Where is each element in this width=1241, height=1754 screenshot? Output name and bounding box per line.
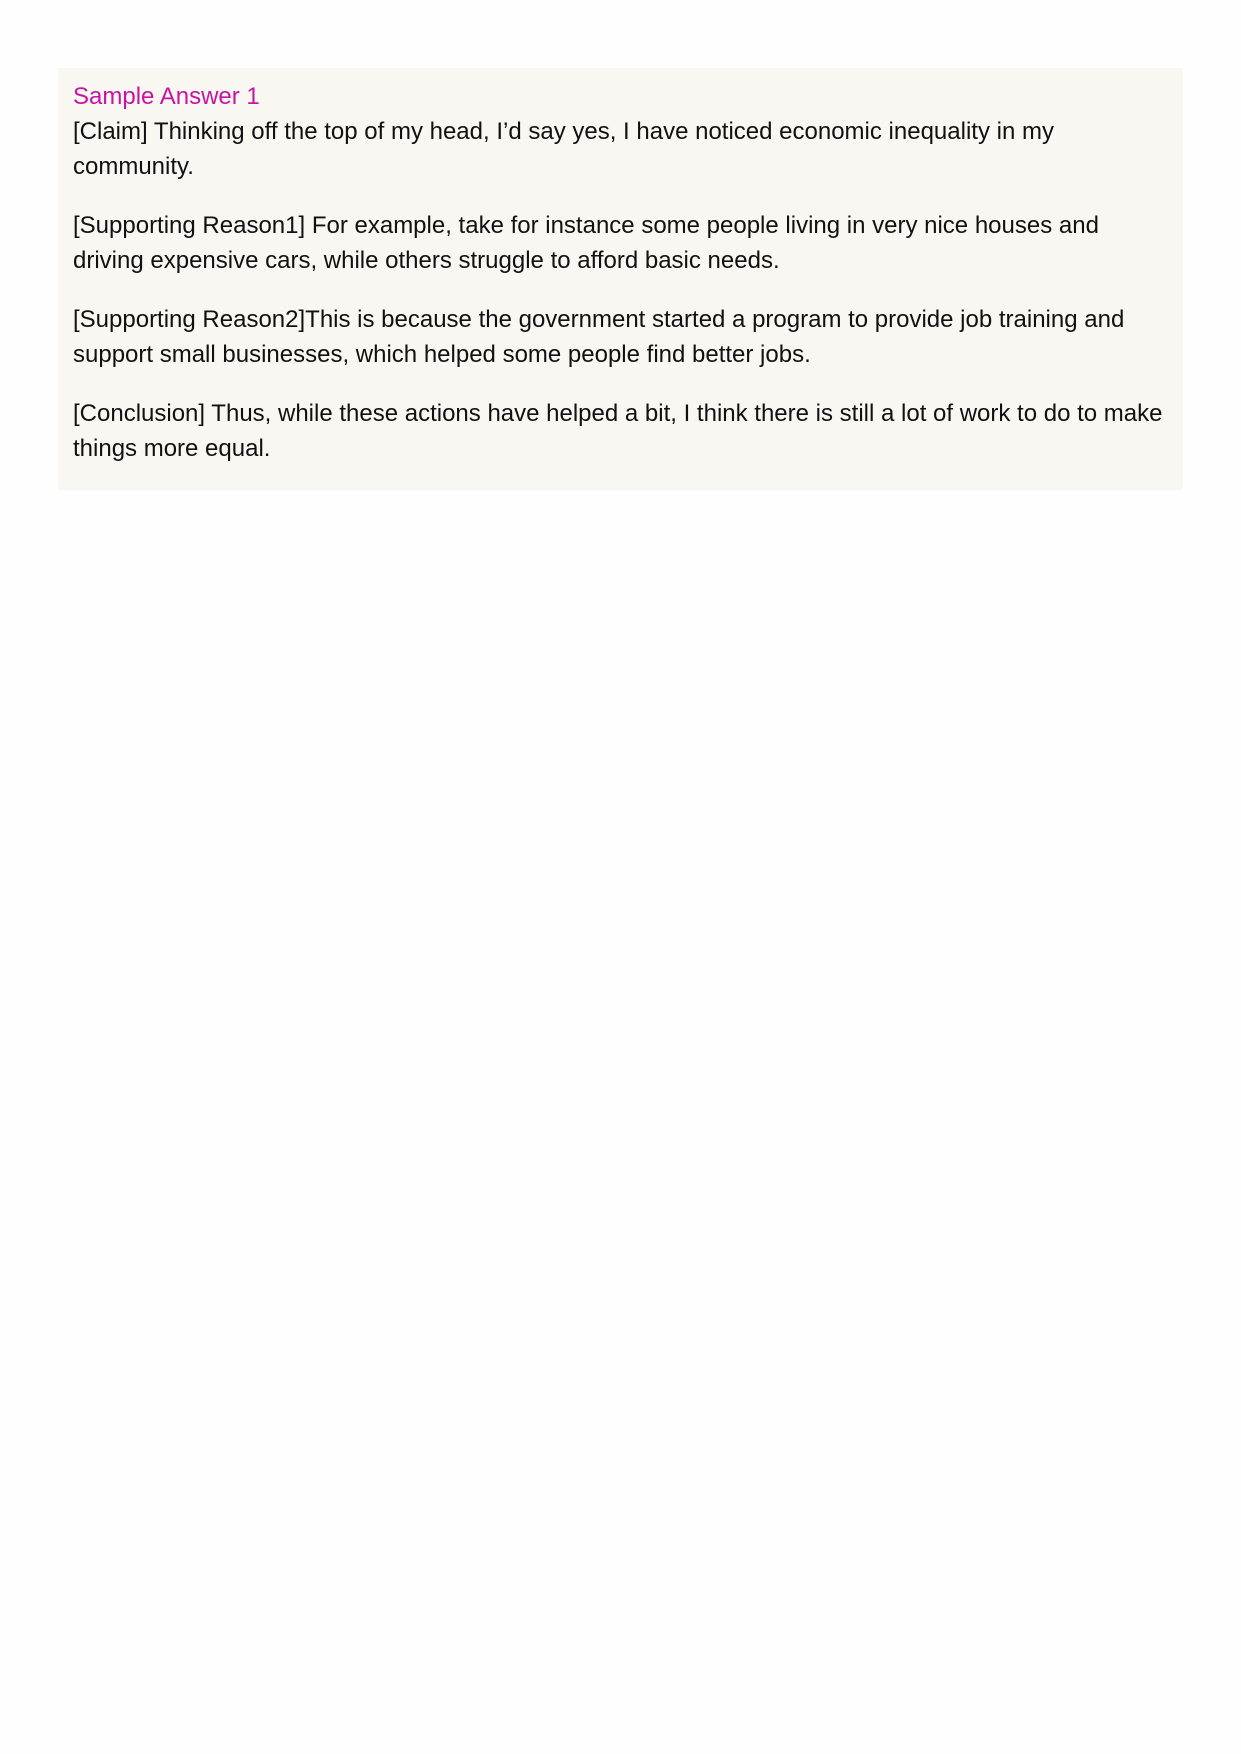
claim-paragraph: [Claim] Thinking off the top of my head, I’d say yes, I have noticed economic inequality in my community. xyxy=(73,118,1054,180)
sample-answer-title: Sample Answer 1 xyxy=(73,83,260,110)
supporting-reason-1-paragraph: [Supporting Reason1] For example, take for instance some people living in very nice houses and driving expensive cars, while others struggle to afford basic needs. xyxy=(73,212,1099,274)
supporting-reason-2-paragraph: [Supporting Reason2]This is because the government started a program to provide job training and support small businesses, which helped some people find better jobs. xyxy=(73,306,1125,368)
conclusion-paragraph: [Conclusion] Thus, while these actions have helped a bit, I think there is still a lot of work to do to make things more equal. xyxy=(73,400,1163,462)
sample-answer-box xyxy=(58,68,1183,490)
